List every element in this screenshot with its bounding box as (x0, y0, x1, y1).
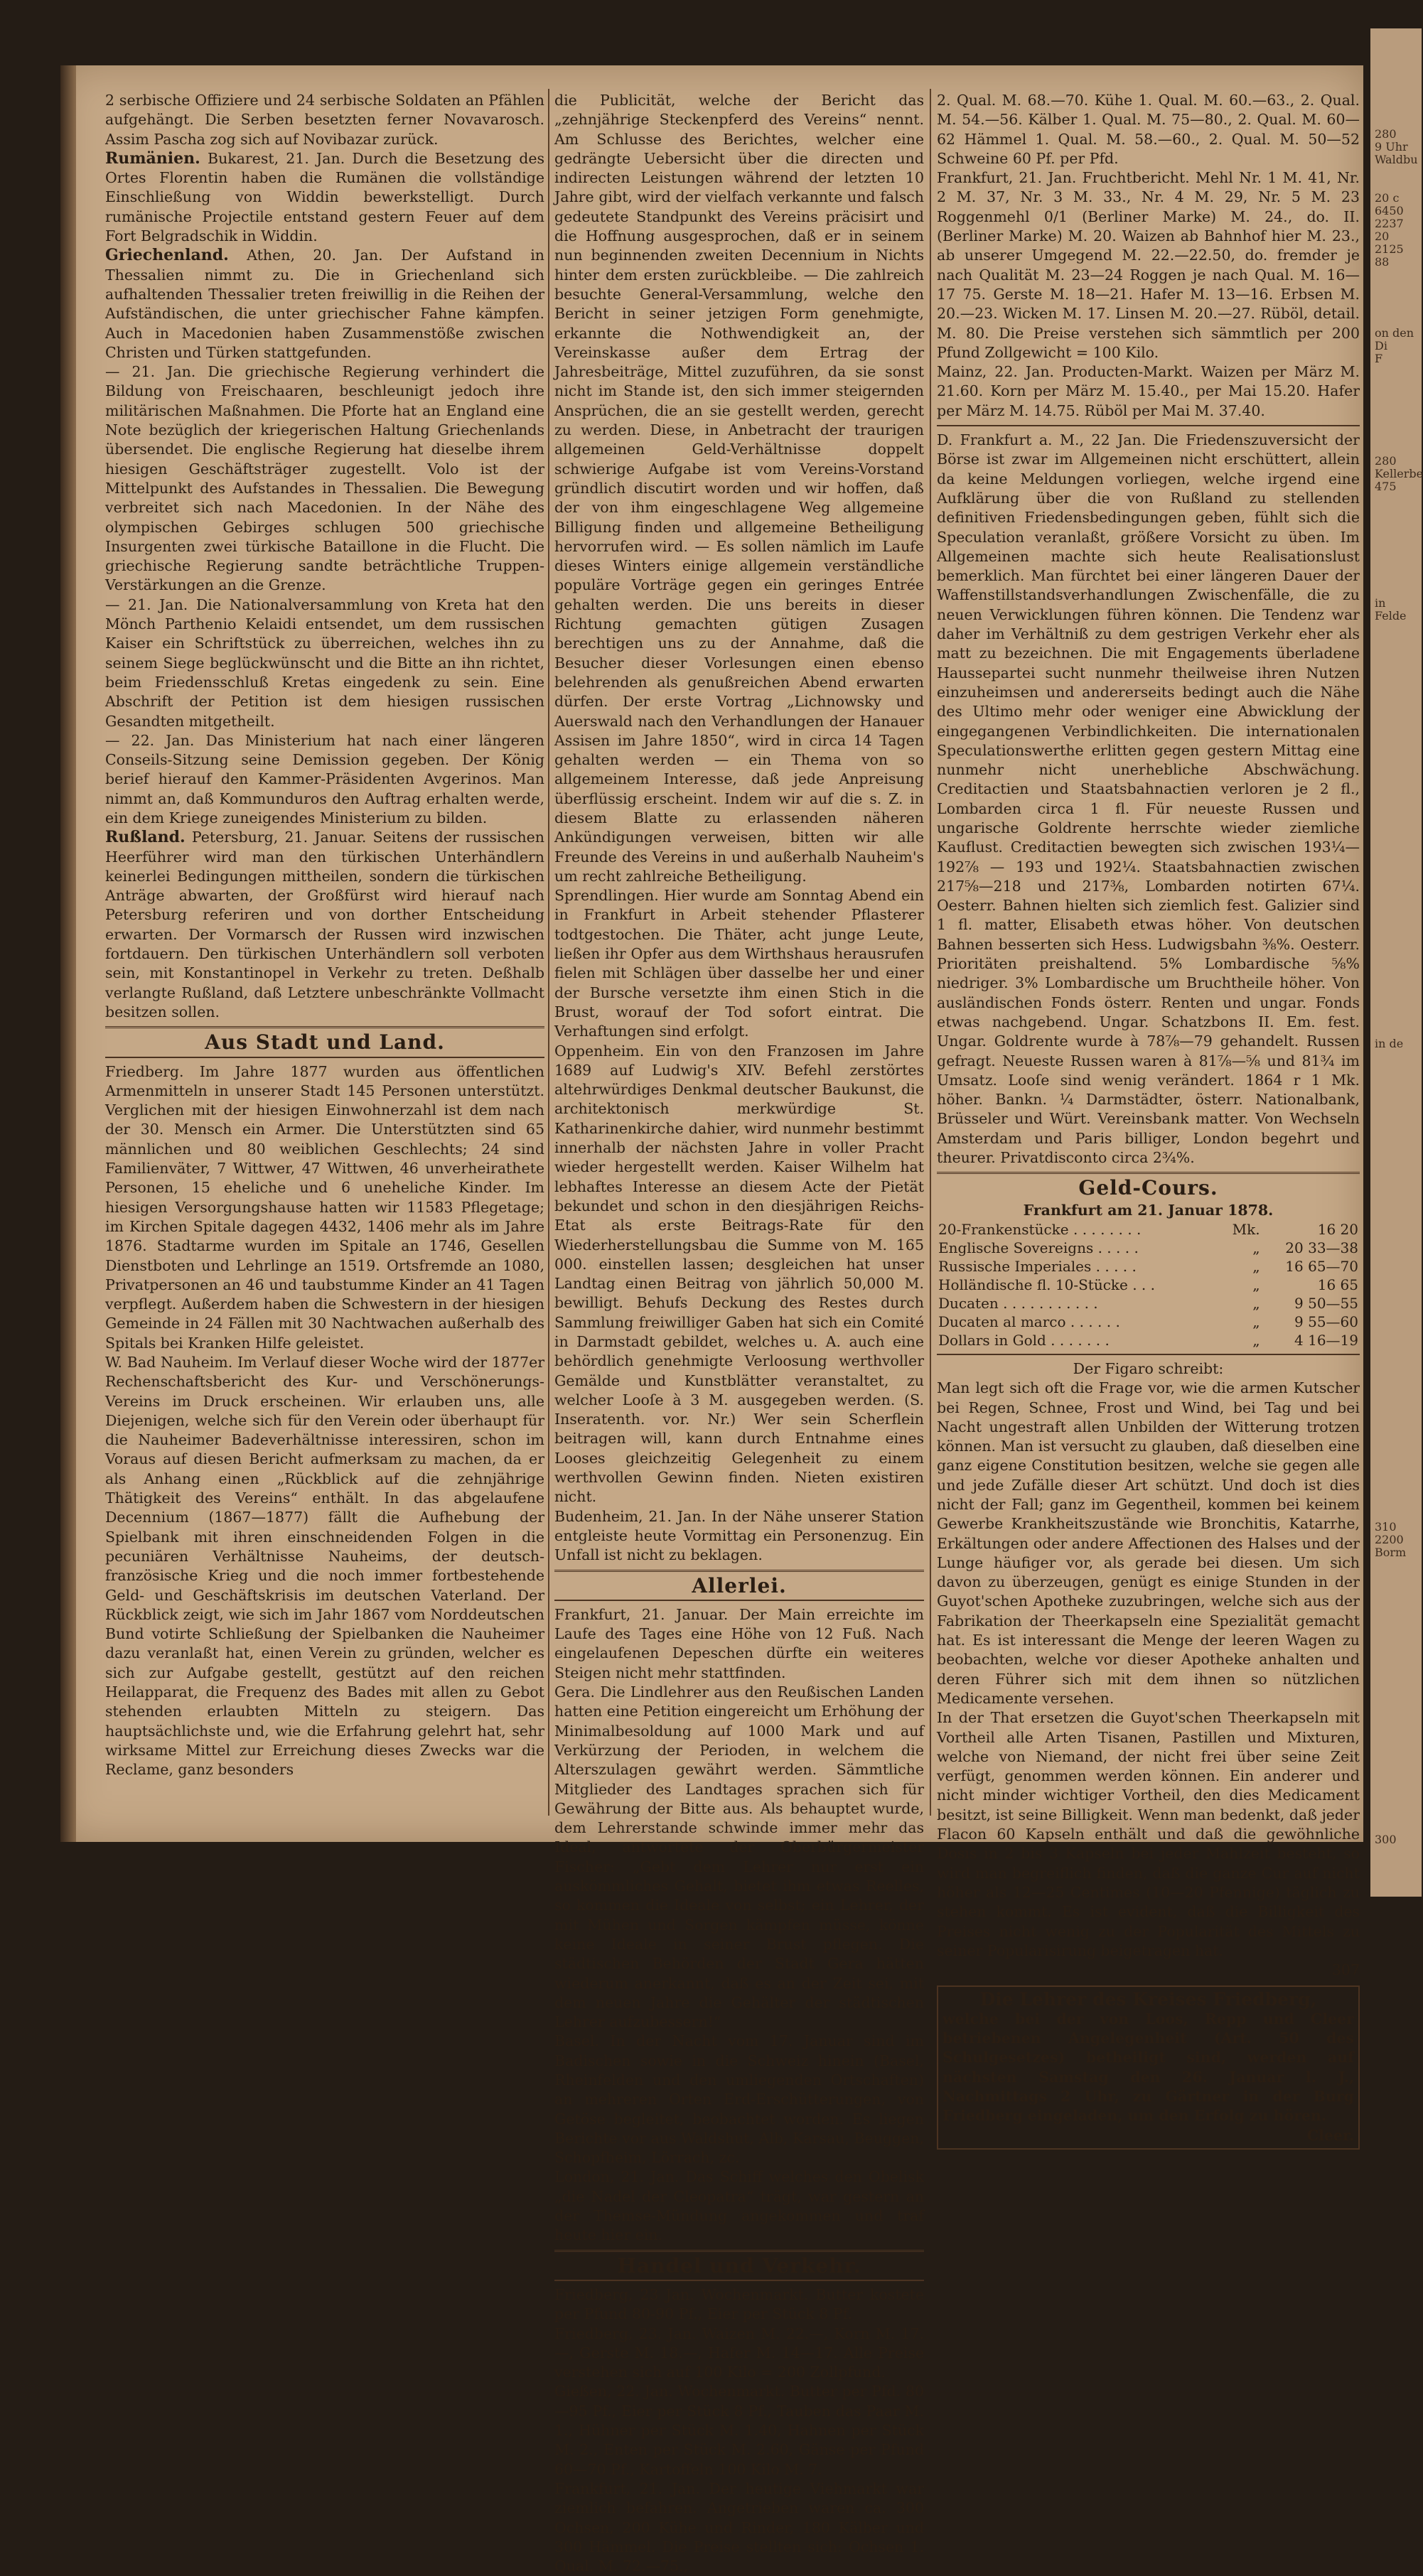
article-friedberg-armen: Friedberg. Im Jahre 1877 wurden aus öffentlichen Armenmitteln in unserer Stadt 145 Personen unterstützt. Verglichen mit der hiesigen Einwohnerzahl ist dem nach der 30. Mensch ein Armer. Die Unterstützten sind 65 männlichen und 80 weiblichen Geschlechts; 24 sind Familienväter, 7 Wittwer, 47 Wittwen, 46 unverheirathete Personen, 15 eheliche und 6 uneheliche Kinder. Im hiesigen Versorgungshause hatten wir 11583 Pflegetage; im Kirchen Spitale dagegen 4432, 1406 mehr als im Jahre 1876. Stadtarme wurden im Spitale an 1746, Gesellen Dienstboten und Lehrlinge an 1519. Ortsfremde an 1080, Privatpersonen an 46 und taubstumme Kinder an 41 Tagen verpflegt. Außerdem haben die Schwestern in der hiesigen Gemeinde in 24 Fällen mit 30 Nachtwachen außerhalb des Spitals bei Kranken Hilfe geleistet. (105, 1062, 544, 1352)
cours-name: Ducaten . . . . . . . . . . . (938, 1294, 1098, 1312)
lehrer-announcement (937, 1985, 1360, 2149)
cours-unit: „ (1252, 1276, 1260, 1293)
edge-fragment: 280 Kellerbe 475 (1375, 454, 1423, 493)
cours-val: 9 55—60 (1294, 1313, 1358, 1330)
cours-val: 4 16—19 (1294, 1331, 1358, 1349)
cours-name: Englische Sovereigns . . . . . (938, 1239, 1139, 1256)
ad-number: 307 (1331, 1961, 1360, 1979)
column-divider (548, 89, 549, 1816)
figaro-ad-text: Man legt sich oft die Frage vor, wie die armen Kutscher bei Regen, Schnee, Frost und Wind, bei Tag und bei Nacht ungestraft allen Unbilden der Witterung trotzen können. Man ist versucht zu glauben, daß dieselben eine ganz eigene Constitution besitzen, welche sie gegen alle und jede Zufälle dieser Art schützt. Und doch ist dies nicht der Fall; ganz im Gegentheil, kommen bei keinem Gewerbe Krankheitszustände wie Bronchitis, Katarrhe, Erkältungen oder andere Affectionen des Halses und der Lunge häufiger vor, als gerade bei diesen. Um sich davon zu überzeugen, genügt es einige Stunden in der Guyot'schen Apotheke zuzubringen, welche sich aus der Fabrikation der Theerkapseln eine Spezialität gemacht hat. Es ist interessant die Menge der leeren Wagen zu beobachten, welche vor dieser Apotheke anhalten und deren Führer sich mit dem ihnen so nützlichen Medicamente versehen. (937, 1379, 1360, 1707)
heading-geld-cours: Geld-Cours. (1078, 1176, 1218, 1200)
article-text: Athen, 20. Jan. Der Aufstand in Thessalien nimmt zu. Die in Griechenland sich aufhaltenden Thessalier treten freiwillig in die Reihen der Aufständischen, die unter griechischer Fahne kämpfen. Auch in Macedonien haben Zusammenstöße zwischen Christen und Türken stattgefunden. (105, 247, 544, 361)
article-london: London, 21. Jan. Das Schiff welches den Obelisk „die Nadel der Cleopatra“ trägt, war gestern an der Themse-Mündung angekommen und traf heute hier ein. (554, 2168, 924, 2244)
geld-cours-table (937, 1220, 1360, 1349)
article-sprendlingen: Sprendlingen. Hier wurde am Sonntag Abend ein in Frankfurt in Arbeit stehender Pflasterer todtgestochen. Die Thäter, acht junge Leute, ließen ihr Opfer aus dem Wirthshaus herausrufen fielen mit Schlägen über dasselbe her und einer der Bursche versetzte ihm einen Stich in die Brust, worauf der Tod sofort eintrat. Die Verhaftungen sind erfolgt. (554, 887, 924, 1040)
cours-row (937, 1294, 1360, 1313)
heading-rumaenien: Rumänien. (105, 149, 200, 168)
article-text: Petersburg, 21. Januar. Seitens der russischen Heerführer wird man den türkischen Unterhändlern keinerlei Bedingungen mittheilen, sondern die türkischen Anträge abwarten, der Großfürst wird hierauf nach Petersburg referiren und von dorther Entscheidung erwarten. Der Vormarsch der Russen wird inzwischen fortdauern. Den türkischen Unterhändlern soll verboten sein, mit Konstantinopel in Verkehr zu treten. Deßhalb verlangte Rußland, daß Letztere unbeschränkte Vollmacht besitzen sollen. (105, 829, 544, 1020)
cours-row (937, 1276, 1360, 1294)
cours-val: 16 65 (1317, 1276, 1358, 1293)
article-budenheim: Budenheim, 21. Jan. In der Nähe unserer Station entgleiste heute Vormittag ein Personenzug. Ein Unfall ist nicht zu beklagen. (554, 1507, 924, 1564)
article-griechenland-22: — 22. Jan. Das Ministerium hat nach einer längeren Conseils-Sitzung seine Demission gegeben. Der König berief hierauf den Kammer-Präsidenten Avgerinos. Man nimmt an, daß Kommunduros den Auftrag erhalten werde, ein dem Kriege zuneigendes Ministerium zu bilden. (105, 731, 544, 826)
section-rule (554, 1600, 924, 1601)
geld-cours-date: Frankfurt am 21. Januar 1878. (1023, 1201, 1274, 1219)
heading-allerlei: Allerlei. (692, 1573, 787, 1597)
cours-val: 16 20 (1317, 1220, 1358, 1238)
cours-row (937, 1239, 1360, 1257)
article-griechenland-21b: — 21. Jan. Die Nationalversammlung von Kreta hat den Mönch Parthenio Kelaidi entsendet, um dem russischen Kaiser ein Schriftstück zu überreichen, welches ihn zu seinem Siege beglückwünscht und die Bitte an ihn richtet, beim Friedensschluß Kretas eingedenk zu sein. Eine Abschrift der Petition ist dem hiesigen russischen Gesandten mitgetheilt. (105, 596, 544, 730)
column-2 (554, 91, 924, 2575)
edge-fragment: on den Di F (1375, 326, 1414, 365)
edge-fragment: 310 2200 Borm (1375, 1520, 1407, 1559)
article-frankfurt-main: Frankfurt, 21. Januar. Der Main erreichte im Laufe des Tages eine Höhe von 12 Fuß. Nach eingelaufenen Depeschen dürfte ein weiteres Steigen nicht mehr stattfinden. (554, 1605, 924, 1681)
cours-row (937, 1220, 1360, 1239)
market-frankfurt-vieh: Frankfurt, 21. Jan. Der heutige Viehmarkt war ziemlich befahren. Angetrieben waren ca. 300 Ochsen, 200 Kühe und Rinder, 180 Kälber und 300 Hämmel. Die Preise stellten sich: Ochsen 1. Qual. M. 72.—75., (554, 2479, 924, 2575)
article-rumaenien (105, 149, 544, 246)
cours-row (937, 1257, 1360, 1276)
edge-fragment: in Felde (1375, 596, 1407, 623)
article-griechenland-21a: — 21. Jan. Die griechische Regierung verhindert die Bildung von Freischaaren, beschleunigt jedoch ihre militärischen Maßnahmen. Die Pforte hat an England eine Note bezüglich der kriegerischen Haltung Griechenlands übersendet. Die englische Regierung hat dieselbe ihrem hiesigen Geschäftsträger zugestellt. Volo ist der Mittelpunkt des Aufstandes in Thessalien. Die Bewegung verbreitet sich nach Macedonien. In der Nähe des olympischen Gebirges schlugen 500 griechische Insurgenten zwei türkische Bataillone in die Flucht. Die griechische Regierung sandte beträchtliche Truppen-Verstärkungen an die Grenze. (105, 363, 544, 594)
cours-name: Dollars in Gold . . . . . . . (938, 1331, 1110, 1349)
cours-val: 20 33—38 (1285, 1239, 1358, 1256)
cours-name: Ducaten al marco . . . . . . (938, 1313, 1120, 1330)
cours-unit: „ (1252, 1294, 1260, 1312)
cours-unit: „ (1252, 1239, 1260, 1256)
boerse-frankfurt: D. Frankfurt a. M., 22 Jan. Die Friedenszuversicht der Börse ist zwar im Allgemeinen nicht erschüttert, allein da keine Meldungen vorliegen, welche irgend eine Aufklärung über die von Rußland zu stellenden definitiven Friedensbedingungen geben, fühlt sich die Speculation veranlaßt, größere Vorsicht zu üben. Im Allgemeinen machte sich heute Realisationslust bemerklich. Man fürchtet bei einer längeren Dauer der Waffenstillstandsverhandlungen Zwischenfälle, die zu neuen Verwicklungen führen können. Die Tendenz war daher im Verhältniß zu dem gestrigen Verkehr eher als matt zu bezeichnen. Die mit Engagements überladene Haussepartei sucht nunmehr theilweise ihren Nutzen einzuheimsen und andererseits bedingt auch die Nähe des Ultimo mehr oder weniger eine Abwicklung der eingegangenen Verbindlichkeiten. Die internationalen Speculationswerthe erlitten gegen gestern Mittag eine nunmehr nicht unerhebliche Abschwächung. Creditactien und Staatsbahnactien verloren je 2 fl., Lombarden circa 1 fl. Für neueste Russen und ungarische Goldrente herrschte wieder ziemliche Kauflust. Creditactien bewegten sich zwischen 193¼—192⅞ — 193 und 192¼. Staatsbahnactien zwischen 217⅝—218 und 217⅜, Lombarden notirten 67¼. Oesterr. Bahnen hielten sich ziemlich fest. Galizier sind 1 fl. matter, Elisabeth etwas höher. Von deutschen Bahnen besserten sich Hess. Ludwigsbahn ⅜%. Oesterr. Prioritäten preishaltend. 5% Lombardische ⅝% niedriger. 3% Lombardische um Bruchtheile höher. Von ausländischen Fonds österr. Renten und ungar. Fonds etwas nachgebend. Ungar. Schatzbons II. Em. fest. Ungar. Goldrente wurde à 78⅞—79 gehandelt. Russen gefragt. Neueste Russen waren à 81⅞—⅝ und 81¾ im Umsatz. Looſe sind wenig verändert. 1864 r 1 Mk. höher. Bankn. ¼ Darmstädter, österr. Nationalbank, Brüsseler und Würt. Vereinsbank matter. Von Wechseln Amsterdam und Paris billiger, London begehrt und theurer. Privatdisconto circa 2¾%. (937, 431, 1360, 1167)
section-rule (937, 425, 1360, 426)
cours-unit: „ (1252, 1331, 1260, 1349)
cours-row (937, 1331, 1360, 1349)
article-serbia-end: 2 serbische Offiziere und 24 serbische Soldaten an Pfählen aufgehängt. Die Serben besetzten ferner Novavarosch. Assim Pascha zog sich auf Novibazar zurück. (105, 92, 544, 148)
edge-fragment: 20 c 6450 2237 20 2125 88 (1375, 191, 1404, 269)
section-rule (554, 2280, 924, 2281)
edge-fragment: 280 9 Uhr Waldbu (1375, 127, 1418, 166)
heading-russland: Rußland. (105, 828, 186, 847)
article-oppenheim: Oppenheim. Ein von den Franzosen im Jahre 1689 auf Ludwig's XIV. Befehl zerstörtes altehrwürdiges Denkmal deutscher Baukunst, die architektonisch merkwürdige St. Katharinenkirche dahier, wird nunmehr bestimmt innerhalb der nächsten Jahre in voller Pracht wieder hergestellt werden. Kaiser Wilhelm hat lebhaftes Interesse an diesem Acte der Pietät bekundet und schon in den diesjährigen Reichs-Etat als erste Beitrags-Rate für den Wiederherstellungsbau die Summe von M. 165 000. einstellen lassen; desgleichen hat unser Landtag einen Beitrag von jährlich 50,000 M. bewilligt. Behufs Deckung des Restes durch Sammlung freiwilliger Gaben hat sich ein Comité in Darmstadt gebildet, welches u. A. auch eine behördlich genehmigte Verloosung werthvoller Gemälde und Kunstblätter veranstaltet, zu welcher Looſe à 3 M. ausgegeben werden. (S. Inseratenth. vor. Nr.) Wer sein Scherflein beitragen will, kann durch Entnahme eines Looses gleichzeitig Gelegenheit zu einem werthvollen Gewinn finden. Nieten existiren nicht. (554, 1042, 924, 1506)
market-friedberg-wochenmarkt: Friedberg, 23 Jan. Wochenmarkt. Butter kostete per Pfund 80-90 Pf., Eier per Stück 8 Pf. (554, 2285, 924, 2323)
section-rule (105, 1057, 544, 1058)
announcement-title: Die Lehrer des Kreises Friedberg, (979, 1989, 1317, 2010)
edge-fragment: 300 (1375, 1833, 1397, 1846)
cours-row (937, 1313, 1360, 1331)
article-gera: Gera. Die Lindlehrer aus den Reußischen Landen hatten eine Petition eingereicht um Erhöhung der Minimalbesoldung auf 1000 Mark und auf Verkürzung der Perioden, in welchem die Alterszulagen gewährt werden. Sämmtliche Mitglieder des Landtages sprachen sich für Gewährung der Bitte aus. Als behauptet wurde, dem Lehrerstande schwinde immer mehr das Ideal, antwortete der Oberbürgermeister Fischer: „Gebt dem Lehrer nur erst ein auskömmliches Gehalt, bietet ihm etwas Reelles, so kommen die Ideale von selbst; ein Lehrer, der mit Mühen und Sorgen kämpfen müsse, könne keine Ideale in seiner Brust pflegen. Die städtischen Behörden der Stadt Gera hätten wiederum anerkannt, daß es an der Zeit sei, mit dem neuen Jahre die Gehälter der städtischen Lehrer aufzubessern!“ (554, 1683, 924, 2031)
market-friedberg-frucht: Friedberg, 23. Jan. Waizen M. 22.—, Korn M. 17.—, Gerste M. 18.—, Hafer M. 14—17. Alle Preise verstehen sich auf 100 Kilo = 200 Zollpfund. (554, 2324, 924, 2381)
article-griechenland (105, 246, 544, 362)
cours-unit: „ (1252, 1257, 1260, 1275)
section-rule (105, 1026, 544, 1028)
cours-name: 20-Frankenstücke . . . . . . . . (938, 1220, 1142, 1238)
heading-handel-und-verkehr: Handel und Verkehr. (617, 2253, 861, 2278)
heading-griechenland: Griechenland. (105, 246, 229, 265)
market-giessen: Gießen, 22. Jan. Wochenmarkt. Butter per Pfd. 80—95 Pf., Eier per Stück 8 Pf., Tauben das Paar M. 1., Hühner per Stück M. 1.40, Hahnen per Stück M. 2., Enten per Stück M. 2.60, Gänse per Pfund 60—70 Pf., Kartoffeln 100 Kilo M. 7. (554, 2383, 924, 2478)
cours-val: 16 65—70 (1285, 1257, 1358, 1275)
section-rule (937, 1172, 1360, 1174)
announcement-text: welche bei der von Loos, Repp und Cleer betriebenen Angelegenheit (Art. 50 des Schulgesetzes) betheiligt sind, werden auf nächsten Samstag den 26. Januar l. J., Nachmittags 2 Uhr, zu Gärtner in der Burg Friedberg eingeladen, um den Erfolg zu hören. (943, 2010, 1354, 2125)
article-text: Bukarest, 21. Jan. Durch die Besetzung des Ortes Florentin haben die Rumänen die vollständige Einschließung von Widdin bewerkstelligt. Durch rumänische Projectile entstand gestern Feuer auf dem Fort Belgradschik in Widdin. (105, 149, 544, 245)
column-3 (937, 91, 1360, 2144)
heading-stadt-und-land: Aus Stadt und Land. (205, 1030, 445, 1055)
cours-val: 9 50—55 (1294, 1294, 1358, 1312)
adjacent-page-edge (1370, 28, 1422, 1897)
cours-unit: „ (1252, 1313, 1260, 1330)
cours-name: Holländische fl. 10-Stücke . . . (938, 1276, 1155, 1293)
market-frankfurt-frucht: Frankfurt, 21. Jan. Fruchtbericht. Mehl Nr. 1 M. 41, Nr. 2 M. 37, Nr. 3 M. 33., Nr. 4 M. 29, Nr. 5 M. 23 Roggenmehl 0/1 (Berliner Marke) M. 24., do. II. (Berliner Marke) M. 20. Waizen ab Bahnhof hier M. 23., ab unserer Umgegend M. 22.—22.50, do. fremder je nach Qualität M. 23—24 Roggen je nach Qual. M. 16—17 75. Gerste M. 18—21. Hafer M. 13—16. Erbsen M. 20.—23. Wicken M. 17. Linsen M. 20.—27. Rüböl, detail. M. 80. Die Preise verstehen sich sämmtlich per 200 Pfund Zollgewicht = 100 Kilo. (937, 169, 1360, 361)
market-vieh-cont: 2. Qual. M. 68.—70. Kühe 1. Qual. M. 60.—63., 2. Qual. M. 54.—56. Kälber 1. Qual. M. 75—80., 2. Qual. M. 60—62 Hämmel 1. Qual. M. 58.—60., 2. Qual. M. 50—52 Schweine 60 Pf. per Pfd. (937, 92, 1360, 167)
market-mainz: Mainz, 22. Jan. Producten-Markt. Waizen per März M. 21.60. Korn per März M. 15.40., per Mai 15.20. Hafer per März M. 14.75. Rüböl per Mai M. 37.40. (937, 363, 1360, 419)
section-rule (554, 1570, 924, 1572)
cours-unit: Mk. (1232, 1220, 1260, 1238)
edge-fragment: in de (1375, 1037, 1404, 1050)
article-russland (105, 828, 544, 1022)
figaro-ad-text-2: In der That ersetzen die Guyot'schen Theerkapseln mit Vortheil alle Arten Tisanen, Pastillen und Mixturen, welche von Niemand, der nicht frei über seine Zeit verfügt, genommen werden können. Ein anderer und nicht minder wichtiger Vortheil, den dies Medicament besitzt, ist seine Billigkeit. Wenn man bedenkt, daß jeder Flacon 60 Kapseln enthält und daß die gewöhnliche Dosis in 2 bis 3 Kapseln bei jeder Mahlzeit besteht, so wird man begreiflich finden, daß die ganze Cur auf nicht höher als 12—25 Centimes (10—20 Pfennige) täglich zu stehen kommt. Es ist evident, daß die Billigkeit des Preises nicht wenig zu der Popularität des Mittels zu seiner Popularisirung beigetragen hat. (937, 1709, 1360, 1959)
section-rule (937, 1354, 1360, 1355)
figaro-heading: Der Figaro schreibt: (1073, 1359, 1224, 1377)
announcement-signature: Cleer. (1306, 2126, 1354, 2144)
book-spine (60, 65, 76, 1842)
cours-name: Russische Imperiales . . . . . (938, 1257, 1137, 1275)
article-bad-nauheim: W. Bad Nauheim. Im Verlauf dieser Woche wird der 1877er Rechenschaftsbericht des Kur- und Verschönerungs-Vereins im Druck erscheinen. Wir erlauben uns, alle Diejenigen, welche sich für den Verein oder überhaupt für die Nauheimer Badeverhältnisse interessiren, schon im Voraus auf diesen Bericht aufmerksam zu machen, da er als Anhang einen „Rückblick auf die zehnjährige Thätigkeit des Vereins“ enthält. In das abgelaufene Decennium (1867—1877) fällt die Aufhebung der Spielbank mit ihren einschneidenden Folgen in die pecuniären Verhältnisse Nauheims, der deutsch-französische Krieg und die noch immer fortbestehende Geld- und Geschäftskrisis im deutschen Vaterland. Der Rückblick zeigt, wie sich im Jahr 1867 vom Norddeutschen Bund votirte Schließung der Spielbanken die Nauheimer dazu veranlaßt hat, einen Verein zu gründen, welcher es sich zur Aufgabe gestellt, gestützt auf den reichen Heilapparat, die Frequenz des Bades mit allen zu Gebot stehenden erlaubten Mitteln zu steigern. Das hauptsächlichste und, wie die Erfahrung gelehrt hat, sehr wirksame Mittel zur Erreichung dieses Zwecks war die Reclame, ganz besonders (105, 1354, 544, 1779)
section-rule (554, 2250, 924, 2252)
column-divider (930, 89, 931, 1816)
column-1 (105, 91, 544, 1825)
article-nauheim-cont: die Publicität, welche der Bericht das „zehnjährige Steckenpferd des Vereins“ nennt. Am Schlusse des Berichtes, welcher eine gedrängte Uebersicht über die directen und indirecten Leistungen während der letzten 10 Jahre gibt, wird der vielfach verkannte und falsch gedeutete Standpunkt des Vereins präcisirt und die Hoffnung ausgesprochen, daß er in seinem nun beginnenden zweiten Decennium in Nichts hinter dem ersten zurückbleibe. — Die zahlreich besuchte General-Versammlung, welche den Bericht in seiner jetzigen Form genehmigte, erkannte die Nothwendigkeit an, der Vereinskasse außer dem Ertrag der Jahresbeiträge, Mittel zuzuführen, da sie sonst nicht im Stande ist, den sich immer steigernden Ansprüchen, die an sie gestellt werden, gerecht zu werden. Diese, in Anbetracht der traurigen allgemeinen Geld-Verhältnisse doppelt schwierige Aufgabe ist vom Vereins-Vorstand gründlich discutirt worden und wir hoffen, daß der von ihm eingeschlagene Weg allgemeine Billigung finden und allgemeine Betheiligung hervorrufen wird. — Es sollen nämlich im Laufe dieses Winters einige allgemein verständliche populäre Vorträge gegen ein geringes Entrée gehalten werden. Die uns bereits in dieser Richtung gemachten gütigen Zusagen berechtigen uns zu der Annahme, daß die Besucher dieser Vorlesungen einen ebenso belehrenden als genußreichen Abend erwarten dürfen. Der erste Vortrag „Lichnowsky und Auerswald nach den Verhandlungen der Hanauer Assisen im Jahre 1850“, wird in circa 14 Tagen gehalten werden — ein Thema von so allgemeinem Interesse, daß jede Anpreisung überflüssig erscheint. Indem wir auf die s. Z. in diesem Blatte zu erlassenden näheren Ankündigungen verweisen, bitten wir alle Freunde des Vereins in und außerhalb Nauheim's um recht zahlreiche Betheiligung. (554, 92, 924, 885)
article-basel: Basel. In der Nacht vom 17. Januar sind im Badischen sowie in die Schweiz hinein (Basel, Rheinfelden und den umliegenden Ortschaften) an mehreren Orten Erd-Erschütterungen, von Getöse begleitet, beobachtet worden. Es liegen Berichte vor aus Waldshut, Alb, Karsau, Beuggen, Schopfheim, Lörrach, zc. (554, 2032, 924, 2167)
